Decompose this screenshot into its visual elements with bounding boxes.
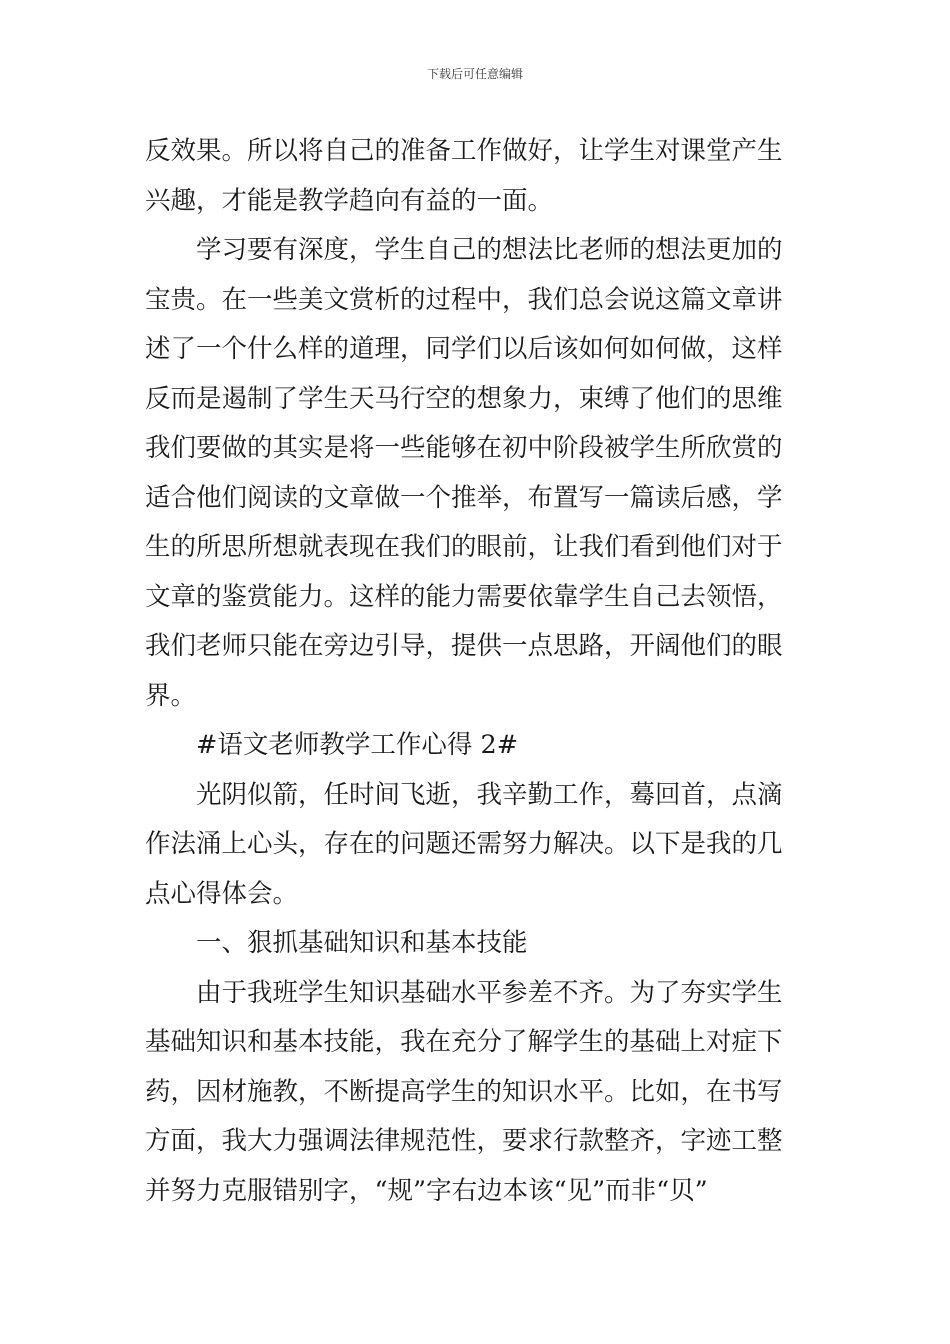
text-line: 文章的鉴赏能力。这样的能力需要依靠学生自己去领悟，: [145, 581, 783, 612]
text-line: 适合他们阅读的文章做一个推举，布置写一篇读后感，学: [145, 482, 783, 513]
text-line: 药，因材施教，不断提高学生的知识水平。比如，在书写: [145, 1076, 783, 1107]
text-line: 生的所思所想就表现在我们的眼前，让我们看到他们对于: [145, 532, 783, 562]
text-line: 一、狠抓基础知识和基本技能: [196, 928, 528, 958]
text-line: 学习要有深度，学生自己的想法比老师的想法更加的: [196, 235, 783, 265]
text-line: #语文老师教学工作心得 2#: [196, 730, 519, 760]
text-line: 基础知识和基本技能，我在充分了解学生的基础上对症下: [145, 1027, 783, 1057]
text-line: 方面，我大力强调法律规范性，要求行款整齐，字迹工整: [145, 1126, 783, 1156]
text-line: 并努力克服错别字，“规”字右边本该“见”而非“贝”: [145, 1175, 708, 1206]
document-body: [145, 127, 810, 1216]
page-header: 下载后可任意编辑: [426, 67, 523, 81]
text-line: 作法涌上心头，存在的问题还需努力解决。以下是我的几: [145, 829, 783, 859]
text-line: 反而是遏制了学生天马行空的想象力，束缚了他们的思维: [145, 383, 783, 414]
text-line: 兴趣，才能是教学趋向有益的一面。: [145, 185, 554, 216]
text-line: 反效果。所以将自己的准备工作做好，让学生对课堂产生: [145, 136, 783, 166]
text-line: 点心得体会。: [145, 878, 299, 909]
text-line: 宝贵。在一些美文赏析的过程中，我们总会说这篇文章讲: [145, 284, 783, 315]
text-line: 界。: [145, 680, 197, 711]
text-line: 述了一个什么样的道理，同学们以后该如何如何做，这样: [145, 334, 783, 364]
text-line: 我们要做的其实是将一些能够在初中阶段被学生所欣赏的: [145, 433, 783, 463]
text-line: 光阴似箭，任时间飞逝，我辛勤工作，蓦回首，点滴: [196, 779, 783, 810]
text-line: 我们老师只能在旁边引导，提供一点思路，开阔他们的眼: [145, 631, 783, 661]
text-line: 由于我班学生知识基础水平参差不齐。为了夯实学生: [196, 977, 783, 1008]
